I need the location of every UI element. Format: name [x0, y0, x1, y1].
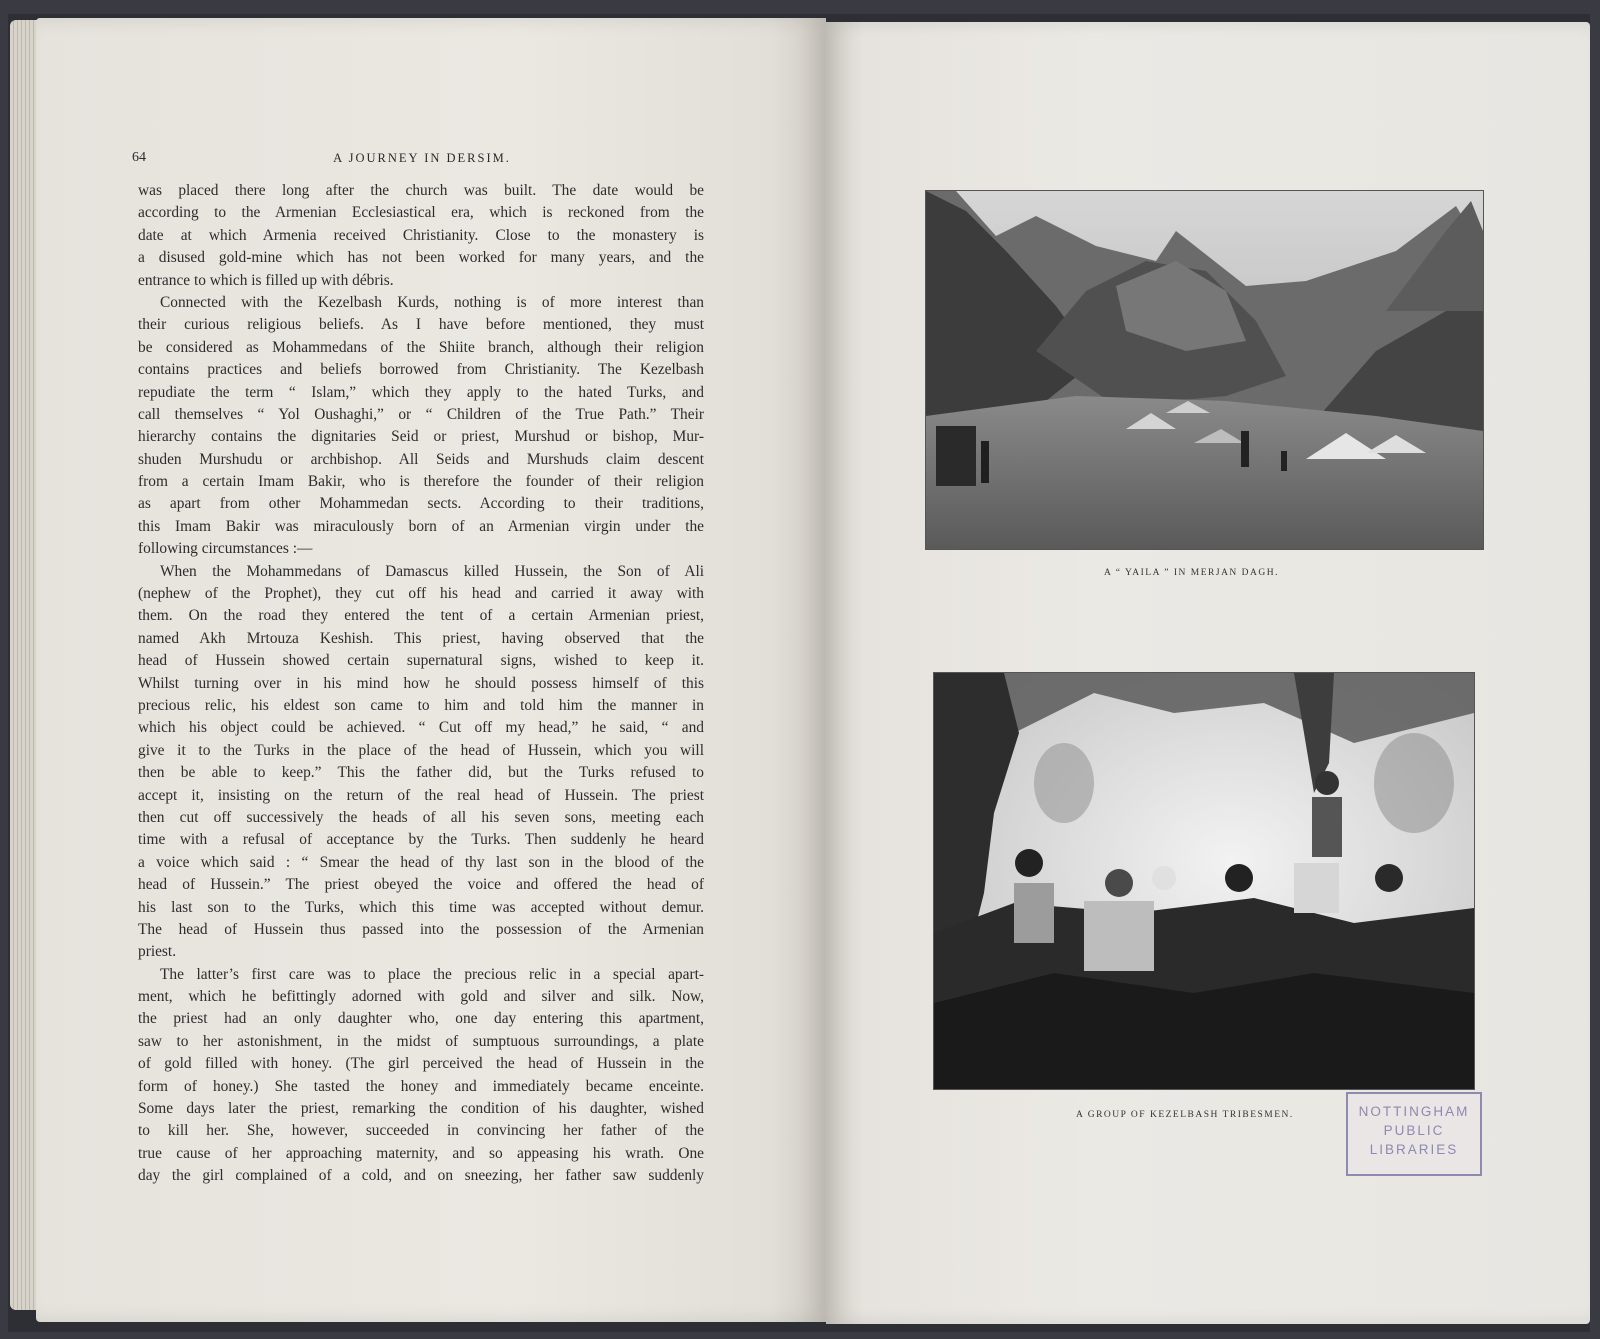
text-line: contains practices and beliefs borrowed from Christianity. The Kezelbash: [138, 361, 704, 379]
text-line: to kill her. She, however, succeeded in convincing her father of the: [138, 1122, 704, 1140]
text-line: head of Hussein showed certain supernatural signs, wished to keep it.: [138, 652, 704, 670]
text-line: The head of Hussein thus passed into the possession of the Armenian: [138, 920, 704, 938]
text-line: from a certain Imam Bakir, who is therefore the founder of their religion: [138, 473, 704, 491]
text-line: them. On the road they entered the tent of a certain Armenian priest,: [138, 607, 704, 625]
text-line: a voice which said : “ Smear the head of thy last son in the blood of the: [138, 853, 704, 871]
text-line: time with a refusal of acceptance by the Turks. Then suddenly he heard: [138, 831, 704, 849]
running-title: A JOURNEY IN DERSIM.: [333, 151, 511, 165]
page-number: 64: [132, 150, 146, 165]
stamp-line: LIBRARIES: [1369, 1142, 1459, 1157]
text-line: be considered as Mohammedans of the Shiite branch, although their religion: [138, 338, 704, 356]
library-stamp: [1346, 1092, 1482, 1176]
text-line: named Akh Mrtouza Keshish. This priest, having observed that the: [138, 629, 704, 647]
text-line: true cause of her approaching maternity, and so appeasing his wrath. One: [138, 1144, 704, 1162]
text-line: Whilst turning over in his mind how he should possess himself of this: [138, 674, 704, 692]
text-line: day the girl complained of a cold, and on sneezing, her father saw suddenly: [138, 1167, 704, 1185]
text-line: a disused gold-mine which has not been worked for many years, and the: [138, 249, 704, 267]
text-line: priest.: [138, 943, 177, 961]
text-line: precious relic, his eldest son came to him and told him the manner in: [138, 696, 704, 714]
text-line: as apart from other Mohammedan sects. According to their traditions,: [138, 495, 704, 513]
text-line: (nephew of the Prophet), they cut off his head and carried it away with: [138, 585, 704, 603]
text-line: following circumstances :—: [138, 540, 313, 558]
text-line: then cut off successively the heads of all his seven sons, meeting each: [138, 808, 704, 826]
text-line: according to the Armenian Ecclesiastical era, which is reckoned from the: [138, 204, 704, 222]
text-line: their curious religious beliefs. As I have before mentioned, they must: [138, 316, 704, 334]
stamp-line: PUBLIC: [1383, 1123, 1445, 1138]
text-line: date at which Armenia received Christianity. Close to the monastery is: [138, 226, 704, 244]
text-line: of gold filled with honey. (The girl perceived the head of Hussein in the: [138, 1055, 704, 1073]
text-line: the priest had an only daughter who, one day entering this apartment,: [138, 1010, 704, 1028]
text-line: repudiate the term “ Islam,” which they apply to the hated Turks, and: [138, 383, 704, 401]
text-line: When the Mohammedans of Damascus killed Hussein, the Son of Ali: [160, 562, 704, 580]
text-line: accept it, insisting on the return of the real head of Hussein. The priest: [138, 786, 704, 804]
text-line: ment, which he befittingly adorned with gold and silver and silk. Now,: [138, 988, 704, 1006]
stamp-line: NOTTINGHAM: [1358, 1104, 1470, 1119]
text-line: entrance to which is filled up with débris.: [138, 271, 394, 289]
text-line: hierarchy contains the dignitaries Seid or priest, Murshud or bishop, Mur-: [138, 428, 704, 446]
text-line: Connected with the Kezelbash Kurds, nothing is of more interest than: [160, 293, 704, 311]
text-line: Some days later the priest, remarking the condition of his daughter, wished: [138, 1100, 704, 1118]
photo-tribesmen-group: [933, 672, 1475, 1090]
plate-caption-top: A “ YAILA ” IN MERJAN DAGH.: [1104, 568, 1279, 578]
text-line: saw to her astonishment, in the midst of sumptuous surroundings, a plate: [138, 1032, 704, 1050]
text-line: then be able to keep.” This the father did, but the Turks refused to: [138, 764, 704, 782]
text-line: form of honey.) She tasted the honey and immediately became enceinte.: [138, 1077, 704, 1095]
text-line: shuden Murshudu or archbishop. All Seids and Murshuds claim descent: [138, 450, 704, 468]
text-line: call themselves “ Yol Oushaghi,” or “ Children of the True Path.” Their: [138, 405, 704, 423]
text-line: his last son to the Turks, which this time was accepted without demur.: [138, 898, 704, 916]
text-line: this Imam Bakir was miraculously born of an Armenian virgin under the: [138, 517, 704, 535]
photo-mountain-camp: [925, 190, 1484, 550]
text-line: which his object could be achieved. “ Cut off my head,” he said, “ and: [138, 719, 704, 737]
text-line: The latter’s first care was to place the precious relic in a special apart-: [160, 965, 704, 983]
plate-caption-bottom: A GROUP OF KEZELBASH TRIBESMEN.: [1076, 1110, 1294, 1120]
text-line: give it to the Turks in the place of the head of Hussein, which you will: [138, 741, 704, 759]
running-head: [132, 150, 692, 170]
text-line: head of Hussein.” The priest obeyed the voice and offered the head of: [138, 876, 704, 894]
body-text: [138, 180, 704, 1188]
text-line: was placed there long after the church was built. The date would be: [138, 182, 704, 199]
